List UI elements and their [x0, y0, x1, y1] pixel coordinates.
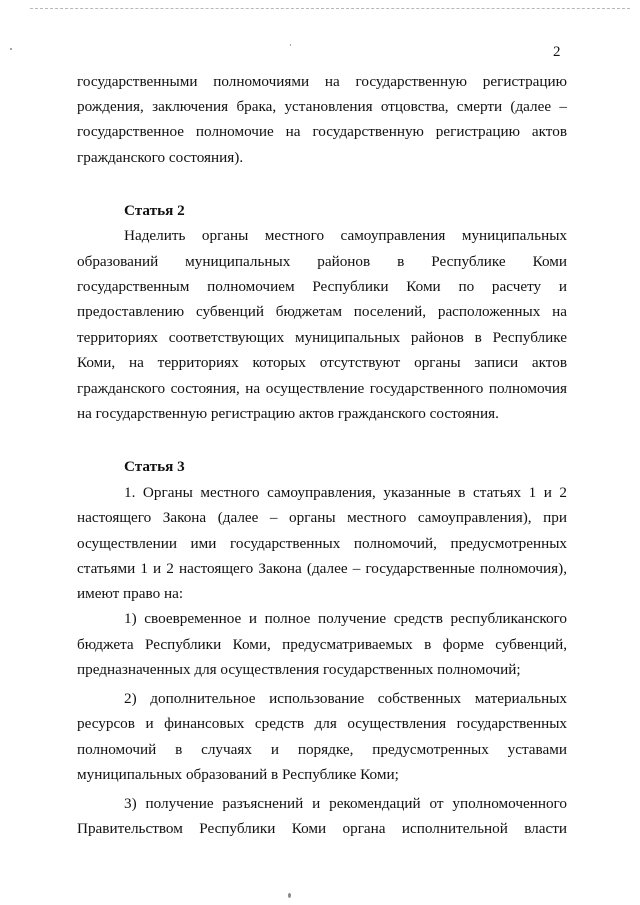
text-line: Правительством Республики Коми органа исполнительной власти	[77, 820, 567, 837]
text-line: государственными полномочиями на государственную регистрацию	[77, 73, 567, 90]
text-line: муниципальных образований в Республике Коми;	[77, 766, 399, 783]
text-line: 1. Органы местного самоуправления, указанные в статьях 1 и 2	[124, 484, 567, 501]
text-line: 3) получение разъяснений и рекомендаций от уполномоченного	[124, 795, 567, 812]
text-line: Коми, на территориях которых отсутствуют органы записи актов	[77, 354, 567, 371]
scan-speck	[290, 44, 291, 46]
article-2-heading: Статья 2	[124, 202, 185, 219]
text-line: гражданского состояния).	[77, 149, 244, 166]
text-line: предназначенных для осуществления государственных полномочий;	[77, 661, 521, 678]
text-line: территориях соответствующих муниципальных районов в Республике	[77, 329, 567, 346]
text-line: государственное полномочие на государственную регистрацию актов	[77, 123, 567, 140]
text-line: гражданского состояния, на осуществление государственного полномочия	[77, 380, 567, 397]
text-line: рождения, заключения брака, установления отцовства, смерти (далее –	[77, 98, 567, 115]
text-line: образований муниципальных районов в Республике Коми	[77, 253, 567, 270]
scan-speck	[10, 48, 12, 50]
text-line: имеют право на:	[77, 585, 184, 602]
text-line: ресурсов и финансовых средств для осуществления государственных	[77, 715, 567, 732]
text-line: 1) своевременное и полное получение средств республиканского	[124, 610, 567, 627]
scan-edge-line	[30, 8, 630, 9]
article-3-heading: Статья 3	[124, 458, 185, 475]
text-line: Наделить органы местного самоуправления муниципальных	[124, 227, 567, 244]
text-line: осуществлении ими государственных полномочий, предусмотренных	[77, 535, 567, 552]
text-line: на государственную регистрацию актов гражданского состояния.	[77, 405, 499, 422]
scan-speck	[288, 893, 291, 898]
text-line: 2) дополнительное использование собственных материальных	[124, 690, 567, 707]
page-number: 2	[553, 44, 561, 60]
text-line: бюджета Республики Коми, предусматриваемых в форме субвенций,	[77, 636, 567, 653]
text-line: государственным полномочием Республики Коми по расчету и	[77, 278, 567, 295]
text-line: статьями 1 и 2 настоящего Закона (далее – государственные полномочия),	[77, 560, 567, 577]
text-line: полномочий в случаях и порядке, предусмотренных уставами	[77, 741, 567, 758]
text-line: предоставлению субвенций бюджетам поселений, расположенных на	[77, 303, 567, 320]
text-line: настоящего Закона (далее – органы местного самоуправления), при	[77, 509, 567, 526]
